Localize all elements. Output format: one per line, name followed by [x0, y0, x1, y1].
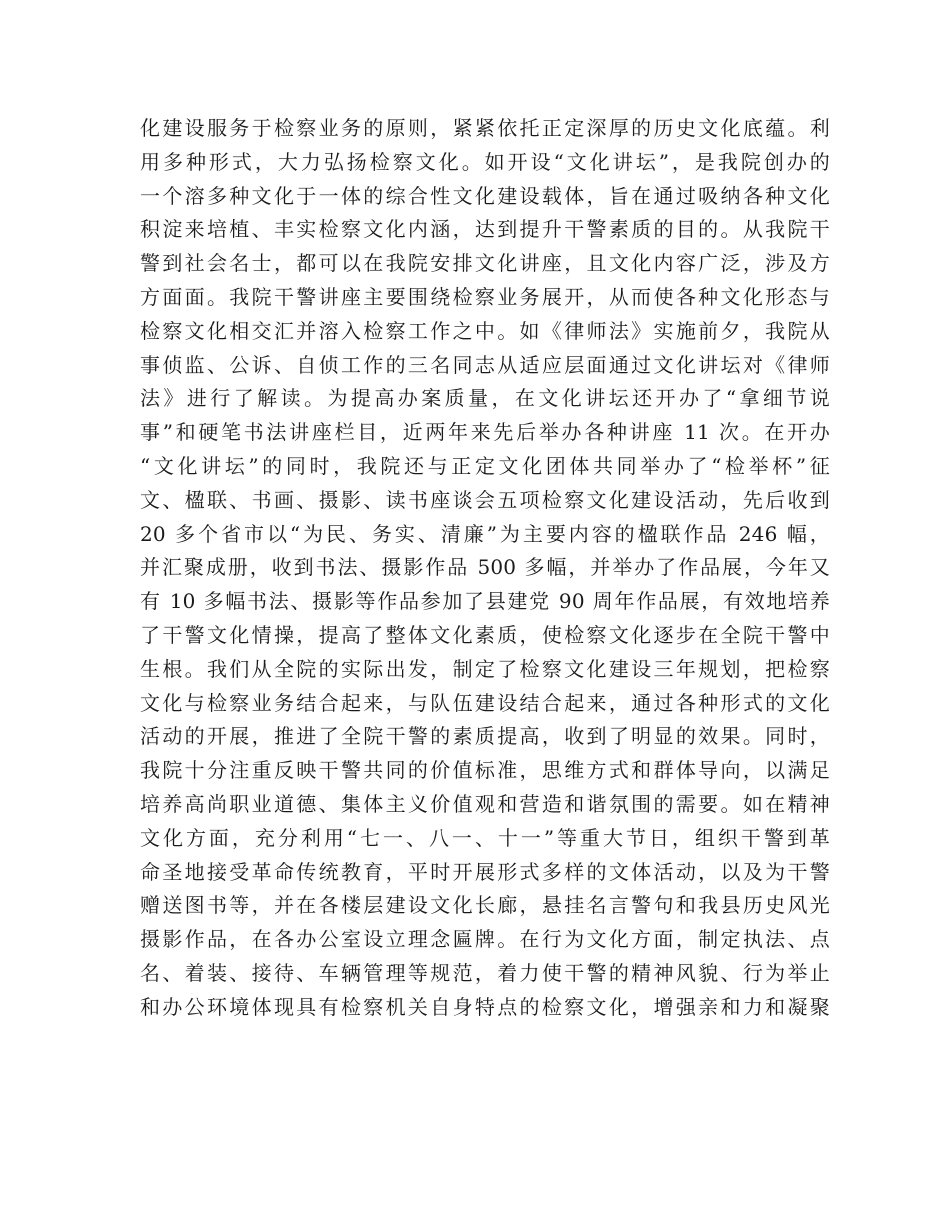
text-line: 并汇聚成册，收到书法、摄影作品 500 多幅，并举办了作品展，今年又 [140, 555, 830, 580]
text-line: 文、楹联、书画、摄影、读书座谈会五项检察文化建设活动，先后收到 [140, 487, 830, 512]
text-line: 警到社会名士，都可以在我院安排文化讲座，且文化内容广泛，涉及方 [140, 251, 830, 276]
text-line: 法》进行了解读。为提高办案质量，在文化讲坛还开办了“拿细节说 [140, 386, 830, 411]
text-line: 和办公环境体现具有检察机关自身特点的检察文化，增强亲和力和凝聚 [140, 994, 830, 1019]
text-line: 生根。我们从全院的实际出发，制定了检察文化建设三年规划，把检察 [140, 656, 830, 681]
text-line: 检察文化相交汇并溶入检察工作之中。如《律师法》实施前夕，我院从 [140, 318, 830, 343]
text-line: 培养高尚职业道德、集体主义价值观和营造和谐氛围的需要。如在精神 [140, 791, 830, 816]
text-line: “文化讲坛”的同时，我院还与正定文化团体共同举办了“检举杯”征 [140, 453, 830, 478]
text-line: 名、着装、接待、车辆管理等规范，着力使干警的精神风貌、行为举止 [140, 960, 830, 985]
text-line: 事”和硬笔书法讲座栏目，近两年来先后举办各种讲座 11 次。在开办 [140, 420, 830, 445]
text-line: 方面面。我院干警讲座主要围绕检察业务展开，从而使各种文化形态与 [140, 284, 830, 309]
text-line: 活动的开展，推进了全院干警的素质提高，收到了明显的效果。同时， [140, 724, 830, 749]
text-line: 了干警文化情操，提高了整体文化素质，使检察文化逐步在全院干警中 [140, 622, 830, 647]
text-line: 赠送图书等，并在各楼层建设文化长廊，悬挂名言警句和我县历史风光 [140, 893, 830, 918]
text-line: 文化方面，充分利用“七一、八一、十一”等重大节日，组织干警到革 [140, 825, 830, 850]
text-line: 用多种形式，大力弘扬检察文化。如开设“文化讲坛”，是我院创办的 [140, 149, 830, 174]
text-line: 有 10 多幅书法、摄影等作品参加了县建党 90 周年作品展，有效地培养 [140, 589, 830, 614]
text-line: 摄影作品，在各办公室设立理念匾牌。在行为文化方面，制定执法、点 [140, 927, 830, 952]
text-line: 20 多个省市以“为民、务实、清廉”为主要内容的楹联作品 246 幅， [140, 521, 830, 546]
text-line: 文化与检察业务结合起来，与队伍建设结合起来，通过各种形式的文化 [140, 690, 830, 715]
text-line: 化建设服务于检察业务的原则，紧紧依托正定深厚的历史文化底蕴。利 [140, 116, 830, 140]
text-line: 积淀来培植、丰实检察文化内涵，达到提升干警素质的目的。从我院干 [140, 217, 830, 242]
body-text [140, 112, 830, 1025]
text-line: 事侦监、公诉、自侦工作的三名同志从适应层面通过文化讲坛对《律师 [140, 352, 830, 377]
text-line: 一个溶多种文化于一体的综合性文化建设载体，旨在通过吸纳各种文化 [140, 183, 830, 208]
text-line: 命圣地接受革命传统教育，平时开展形式多样的文体活动，以及为干警 [140, 859, 830, 884]
text-line: 我院十分注重反映干警共同的价值标准，思维方式和群体导向，以满足 [140, 758, 830, 783]
